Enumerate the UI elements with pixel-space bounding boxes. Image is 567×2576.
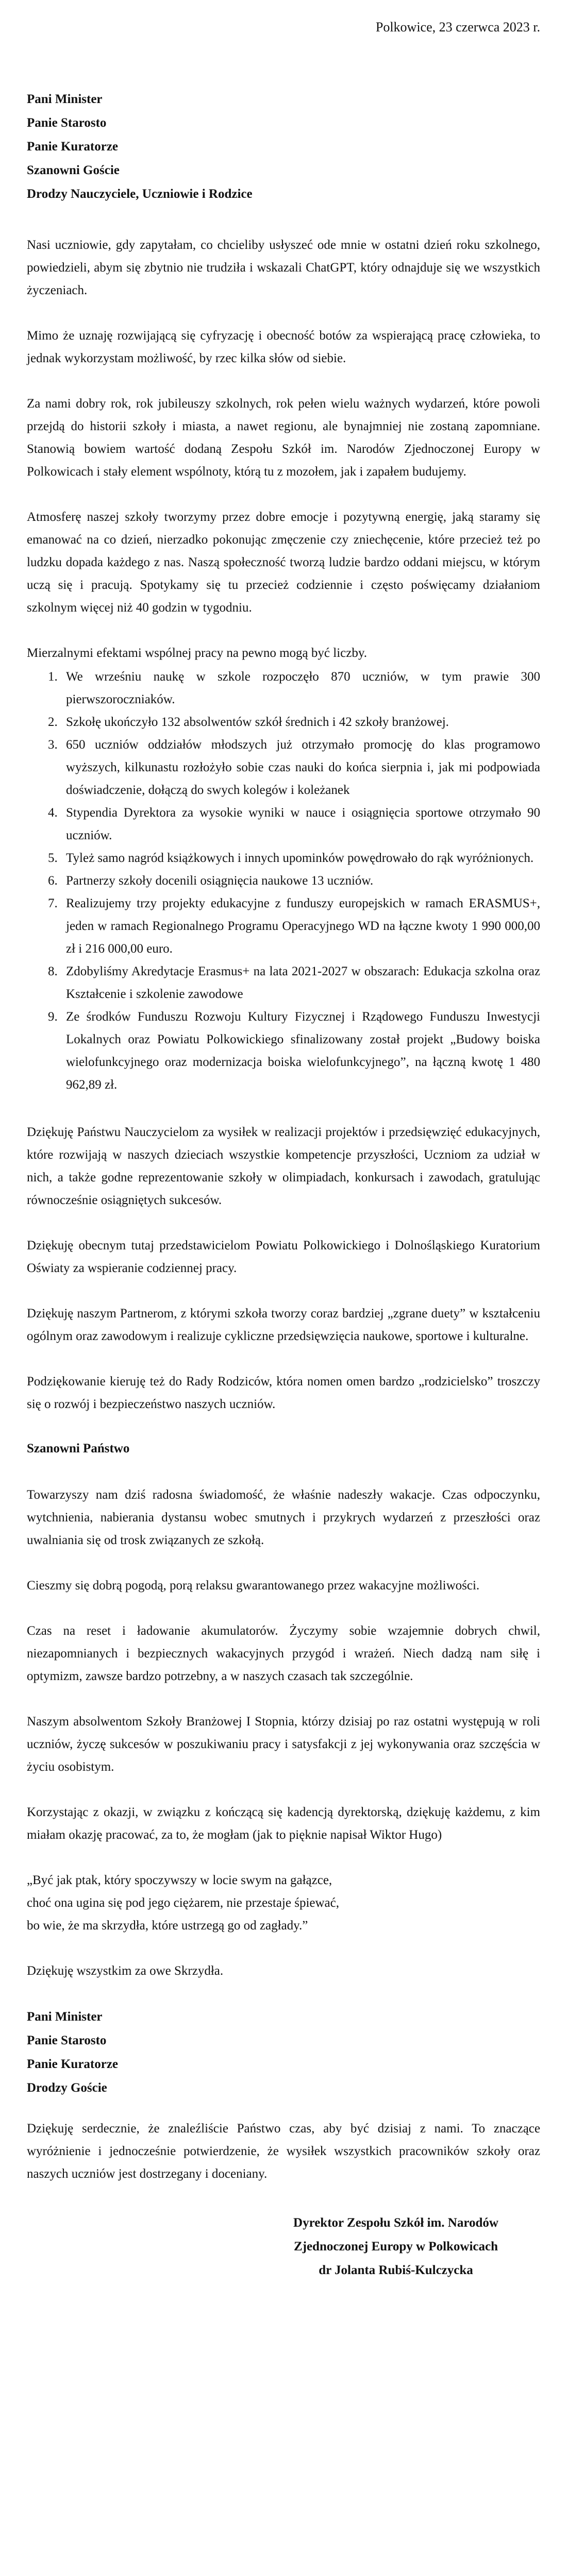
body-paragraph: Dziękuję obecnym tutaj przedstawicielom Powiatu Polkowickiego i Dolnośląskiego Kuratorium Oświaty za wspieranie codziennej pracy. — [27, 1239, 540, 1275]
body-paragraph: Naszym absolwentom Szkoły Branżowej I Stopnia, którzy dzisiaj po raz ostatni występują w roli uczniów, życzę sukcesów w poszukiwaniu pracy i satysfakcji z jej wykonywania oraz szczęścia w życiu osobistym. — [27, 1715, 540, 1774]
list-item: 4. Stypendia Dyrektora za wysokie wyniki w nauce i osiągnięcia sportowe otrzymało 90 uczniów. — [61, 802, 540, 847]
salutation-block — [27, 88, 540, 206]
letter-date: Polkowice, 23 czerwca 2023 r. — [375, 20, 540, 35]
body-paragraph: Nasi uczniowie, gdy zapytałam, co chcieliby usłyszeć ode mnie w ostatni dzień roku szkolnego, powiedzieli, abym się zbytnio nie trudziła i wskazali ChatGPT, który odnajduje się we wszystkich życzeniach. — [27, 238, 540, 297]
list-item: 9. Ze środków Funduszu Rozwoju Kultury Fizycznej i Rządowego Funduszu Inwestycji Lokalnych oraz Powiatu Polkowickiego sfinalizowany został projekt „Budowy boiska wielofunkcyjnego oraz modernizacja boiska wielofunkcyjnego”, na łączną kwotę 1 480 962,89 zł. — [61, 1006, 540, 1096]
hugo-quote — [27, 1869, 540, 1937]
salutation-line: Panie Starosto — [27, 116, 107, 130]
list-item: 7. Realizujemy trzy projekty edukacyjne z funduszy europejskich w ramach ERASMUS+, jeden w ramach Regionalnego Programu Operacyjnego WD na łączne kwoty 1 990 000,00 zł i 216 000,00 euro. — [61, 892, 540, 960]
body-paragraph: Atmosferę naszej szkoły tworzymy przez dobre emocje i pozytywną energię, jaką staramy się emanować na co dzień, nierzadko pokonując zmęczenie czy zniechęcenie, które przecież też po ludzku dopada każdego z nas. Naszą społeczność tworzą ludzie bardzo oddani miejscu, w którym uczą się i pracują. Spotykamy się tu przecież codziennie i często poświęcamy działaniom szkolnym więcej niż 40 godzin w tygodniu. — [27, 510, 540, 615]
body-paragraph: Mimo że uznaję rozwijającą się cyfryzację i obecność botów za wspierającą pracę człowieka, to jednak wykorzystam możliwość, by rzec kilka słów od siebie. — [27, 329, 540, 365]
body-paragraph: Podziękowanie kieruję też do Rady Rodziców, która nomen omen bardzo „rodzicielsko” troszczy się o rozwój i bezpieczeństwo naszych uczniów. — [27, 1375, 540, 1411]
salutation-line: Pani Minister — [27, 92, 103, 106]
list-intro: Mierzalnymi efektami wspólnej pracy na pewno mogą być liczby. — [27, 646, 367, 660]
salutation-line: Panie Kuratorze — [27, 140, 119, 154]
body-paragraph: Czas na reset i ładowanie akumulatorów. Życzymy sobie wzajemnie dobrych chwil, niezapomnianych i bezpiecznych wakacyjnych przygód i wrażeń. Niech dadzą nam siłę i optymizm, zawsze bardzo potrzebny, a w naszych czasach tak szczególnie. — [27, 1624, 540, 1683]
thanks-paragraph: Dziękuję wszystkim za owe Skrzydła. — [27, 1964, 224, 1978]
salutation-line: Panie Kuratorze — [27, 2057, 119, 2071]
quote-line: „Być jak ptak, który spoczywszy w locie swym na gałązce, — [27, 1873, 332, 1887]
salutation-line: Drodzy Goście — [27, 2081, 107, 2095]
body-paragraph: Dziękuję Państwu Nauczycielom za wysiłek w realizacji projektów i przedsięwzięć edukacyjnych, które rozwijają w naszych dzieciach wszystkie kompetencje przyszłości, Uczniom za udział w nich, a także godne reprezentowanie szkoły w olimpiadach, konkursach i zawodach, gratulując równocześnie osiągniętych sukcesów. — [27, 1125, 540, 1207]
signature-line: Zjednoczonej Europy w Polkowicach — [293, 2240, 498, 2253]
achievements-list — [27, 666, 540, 1096]
list-item: 8. Zdobyliśmy Akredytacje Erasmus+ na lata 2021-2027 w obszarach: Edukacja szkolna oraz Kształcenie i szkolenie zawodowe — [61, 960, 540, 1006]
salutation-line: Drodzy Nauczyciele, Uczniowie i Rodzice — [27, 187, 253, 201]
list-item: 3. 650 uczniów oddziałów młodszych już otrzymało promocję do klas programowo wyższych, kilkunastu rozłożyło sobie czas nauki do końca sierpnia i, jak mi podpowiada doświadczenie, dołączą do swych kolegów i koleżanek — [61, 734, 540, 802]
salutation-line: Szanowni Goście — [27, 163, 120, 177]
final-paragraph: Dziękuję serdecznie, że znaleźliście Państwo czas, aby być dzisiaj z nami. To znaczące wyróżnienie i jednocześnie potwierdzenie, że wysiłek wszystkich pracowników szkoły oraz naszych uczniów jest dostrzegany i doceniany. — [27, 2122, 540, 2181]
body-paragraph: Towarzyszy nam dziś radosna świadomość, że właśnie nadeszły wakacje. Czas odpoczynku, wytchnienia, nabierania dystansu wobec smutnych i przykrych wydarzeń z przeszłości oraz uwalniania się od trosk związanych ze szkołą. — [27, 1488, 540, 1547]
list-item: 1. We wrześniu naukę w szkole rozpoczęło 870 uczniów, w tym prawie 300 pierwszoroczniaków. — [61, 666, 540, 711]
list-item: 5. Tyleż samo nagród książkowych i innych upominków powędrowało do rąk wyróżnionych. — [61, 847, 540, 870]
body-paragraph: Korzystając z okazji, w związku z kończącą się kadencją dyrektorską, dziękuję każdemu, z kim miałam okazję pracować, za to, że mogłam (jak to pięknie napisał Wiktor Hugo) — [27, 1805, 540, 1842]
section-heading: Szanowni Państwo — [27, 1442, 130, 1455]
body-paragraph: Za nami dobry rok, rok jubileuszy szkolnych, rok pełen wielu ważnych wydarzeń, które powoli przejdą do historii szkoły i miasta, a nawet regionu, ale bynajmniej nie zostaną zapomniane. Stanowią bowiem wartość dodaną Zespołu Szkół im. Narodów Zjednoczonej Europy w Polkowicach i stały element wspólnoty, którą tu z mozołem, jak i zapałem budujemy. — [27, 397, 540, 479]
body-paragraph: Cieszmy się dobrą pogodą, porą relaksu gwarantowanego przez wakacyjne możliwości. — [27, 1579, 480, 1592]
quote-line: choć ona ugina się pod jego ciężarem, nie przestaje śpiewać, — [27, 1896, 339, 1910]
closing-salutation-block — [27, 2005, 540, 2100]
salutation-line: Pani Minister — [27, 2010, 103, 2024]
quote-line: bo wie, że ma skrzydła, które ustrzegą go od zagłady.” — [27, 1919, 308, 1933]
list-item: 2. Szkołę ukończyło 132 absolwentów szkół średnich i 42 szkoły branżowej. — [61, 711, 540, 734]
salutation-line: Panie Starosto — [27, 2033, 107, 2047]
signature-line: Dyrektor Zespołu Szkół im. Narodów — [293, 2216, 498, 2230]
signature-block — [252, 2211, 540, 2282]
body-paragraph: Dziękuję naszym Partnerom, z którymi szkoła tworzy coraz bardziej „zgrane duety” w kształceniu ogólnym oraz zawodowym i realizuje cykliczne przedsięwzięcia naukowe, sportowe i kulturalne. — [27, 1307, 540, 1343]
signature-line: dr Jolanta Rubiś-Kulczycka — [319, 2263, 473, 2277]
list-item: 6. Partnerzy szkoły docenili osiągnięcia naukowe 13 uczniów. — [61, 870, 540, 892]
